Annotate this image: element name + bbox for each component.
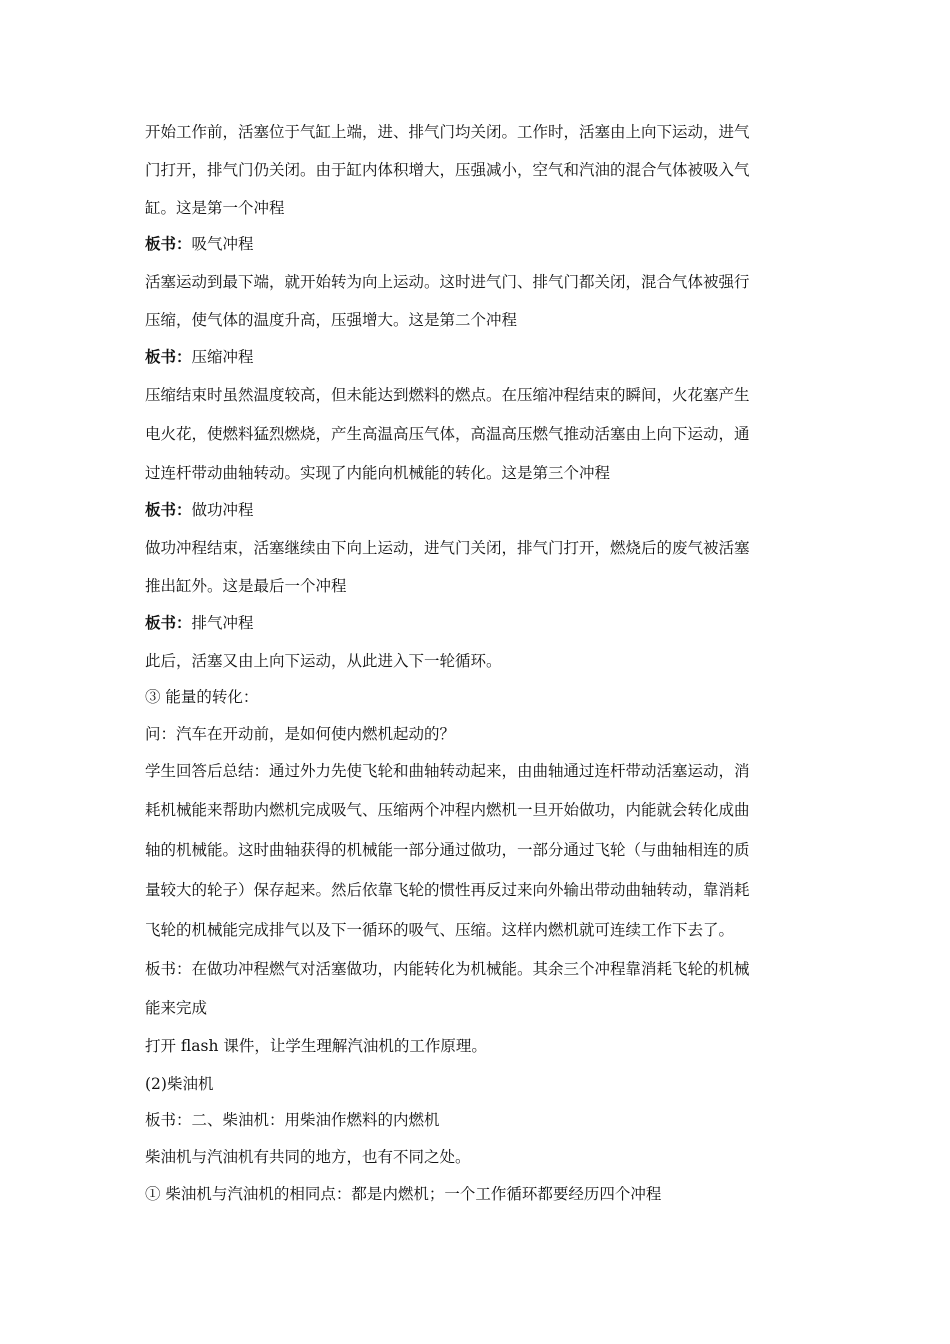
text-line: 电火花，使燃料猛烈燃烧，产生高温高压气体，高温高压燃气推动活塞由上向下运动，通 (145, 425, 750, 443)
text-line: 过连杆带动曲轴转动。实现了内能向机械能的转化。这是第三个冲程 (145, 464, 611, 482)
text-line: 轴的机械能。这时曲轴获得的机械能一部分通过做功，一部分通过飞轮（与曲轴相连的质 (145, 841, 750, 859)
text-line: 压缩结束时虽然温度较高，但未能达到燃料的燃点。在压缩冲程结束的瞬间，火花塞产生 (145, 386, 750, 404)
board-note-line (145, 234, 815, 254)
board-note-label: 板书： (145, 500, 192, 519)
text-line: ① 柴油机与汽油机的相同点：都是内燃机；一个工作循环都要经历四个冲程 (145, 1185, 662, 1203)
question-line: 问：汽车在开动前，是如何使内燃机起动的？ (145, 725, 456, 743)
text-line: 打开 flash 课件，让学生理解汽油机的工作原理。 (145, 1037, 487, 1055)
board-note-line (145, 613, 815, 633)
text-line: 压缩，使气体的温度升高，压强增大。这是第二个冲程 (145, 311, 518, 329)
text-line: 缸。这是第一个冲程 (145, 199, 285, 217)
text-line: 能来完成 (145, 999, 208, 1017)
board-note-text: 排气冲程 (191, 614, 254, 632)
board-note-line (145, 347, 815, 367)
board-note-text: 吸气冲程 (191, 235, 254, 253)
board-note-label: 板书： (145, 234, 192, 253)
board-note-text: 做功冲程 (191, 501, 254, 519)
board-note-text: 压缩冲程 (191, 348, 254, 366)
text-line: 门打开，排气门仍关闭。由于缸内体积增大，压强减小，空气和汽油的混合气体被吸入气 (145, 161, 750, 179)
board-note-label: 板书： (145, 613, 192, 632)
text-line: 量较大的轮子）保存起来。然后依靠飞轮的惯性再反过来向外输出带动曲轴转动，靠消耗 (145, 881, 750, 899)
text-line: 做功冲程结束，活塞继续由下向上运动，进气门关闭，排气门打开，燃烧后的废气被活塞 (145, 539, 750, 557)
section-heading: (2)柴油机 (145, 1075, 214, 1093)
text-line: 飞轮的机械能完成排气以及下一循环的吸气、压缩。这样内燃机就可连续工作下去了。 (145, 921, 735, 939)
text-line: 此后，活塞又由上向下运动，从此进入下一轮循环。 (145, 652, 502, 670)
text-line: 柴油机与汽油机有共同的地方，也有不同之处。 (145, 1148, 471, 1166)
text-line: 耗机械能来帮助内燃机完成吸气、压缩两个冲程内燃机一旦开始做功，内能就会转化成曲 (145, 801, 750, 819)
text-line: 开始工作前，活塞位于气缸上端，进、排气门均关闭。工作时，活塞由上向下运动，进气 (145, 123, 750, 141)
text-line: 学生回答后总结：通过外力先使飞轮和曲轴转动起来，由曲轴通过连杆带动活塞运动，消 (145, 762, 750, 780)
text-line: 板书：二、柴油机：用柴油作燃料的内燃机 (145, 1111, 440, 1129)
board-note-label: 板书： (145, 347, 192, 366)
text-line: 推出缸外。这是最后一个冲程 (145, 577, 347, 595)
text-line: 板书：在做功冲程燃气对活塞做功，内能转化为机械能。其余三个冲程靠消耗飞轮的机械 (145, 960, 750, 978)
text-line: 活塞运动到最下端，就开始转为向上运动。这时进气门、排气门都关闭，混合气体被强行 (145, 273, 750, 291)
board-note-line (145, 500, 815, 520)
section-heading: ③ 能量的转化： (145, 688, 259, 706)
